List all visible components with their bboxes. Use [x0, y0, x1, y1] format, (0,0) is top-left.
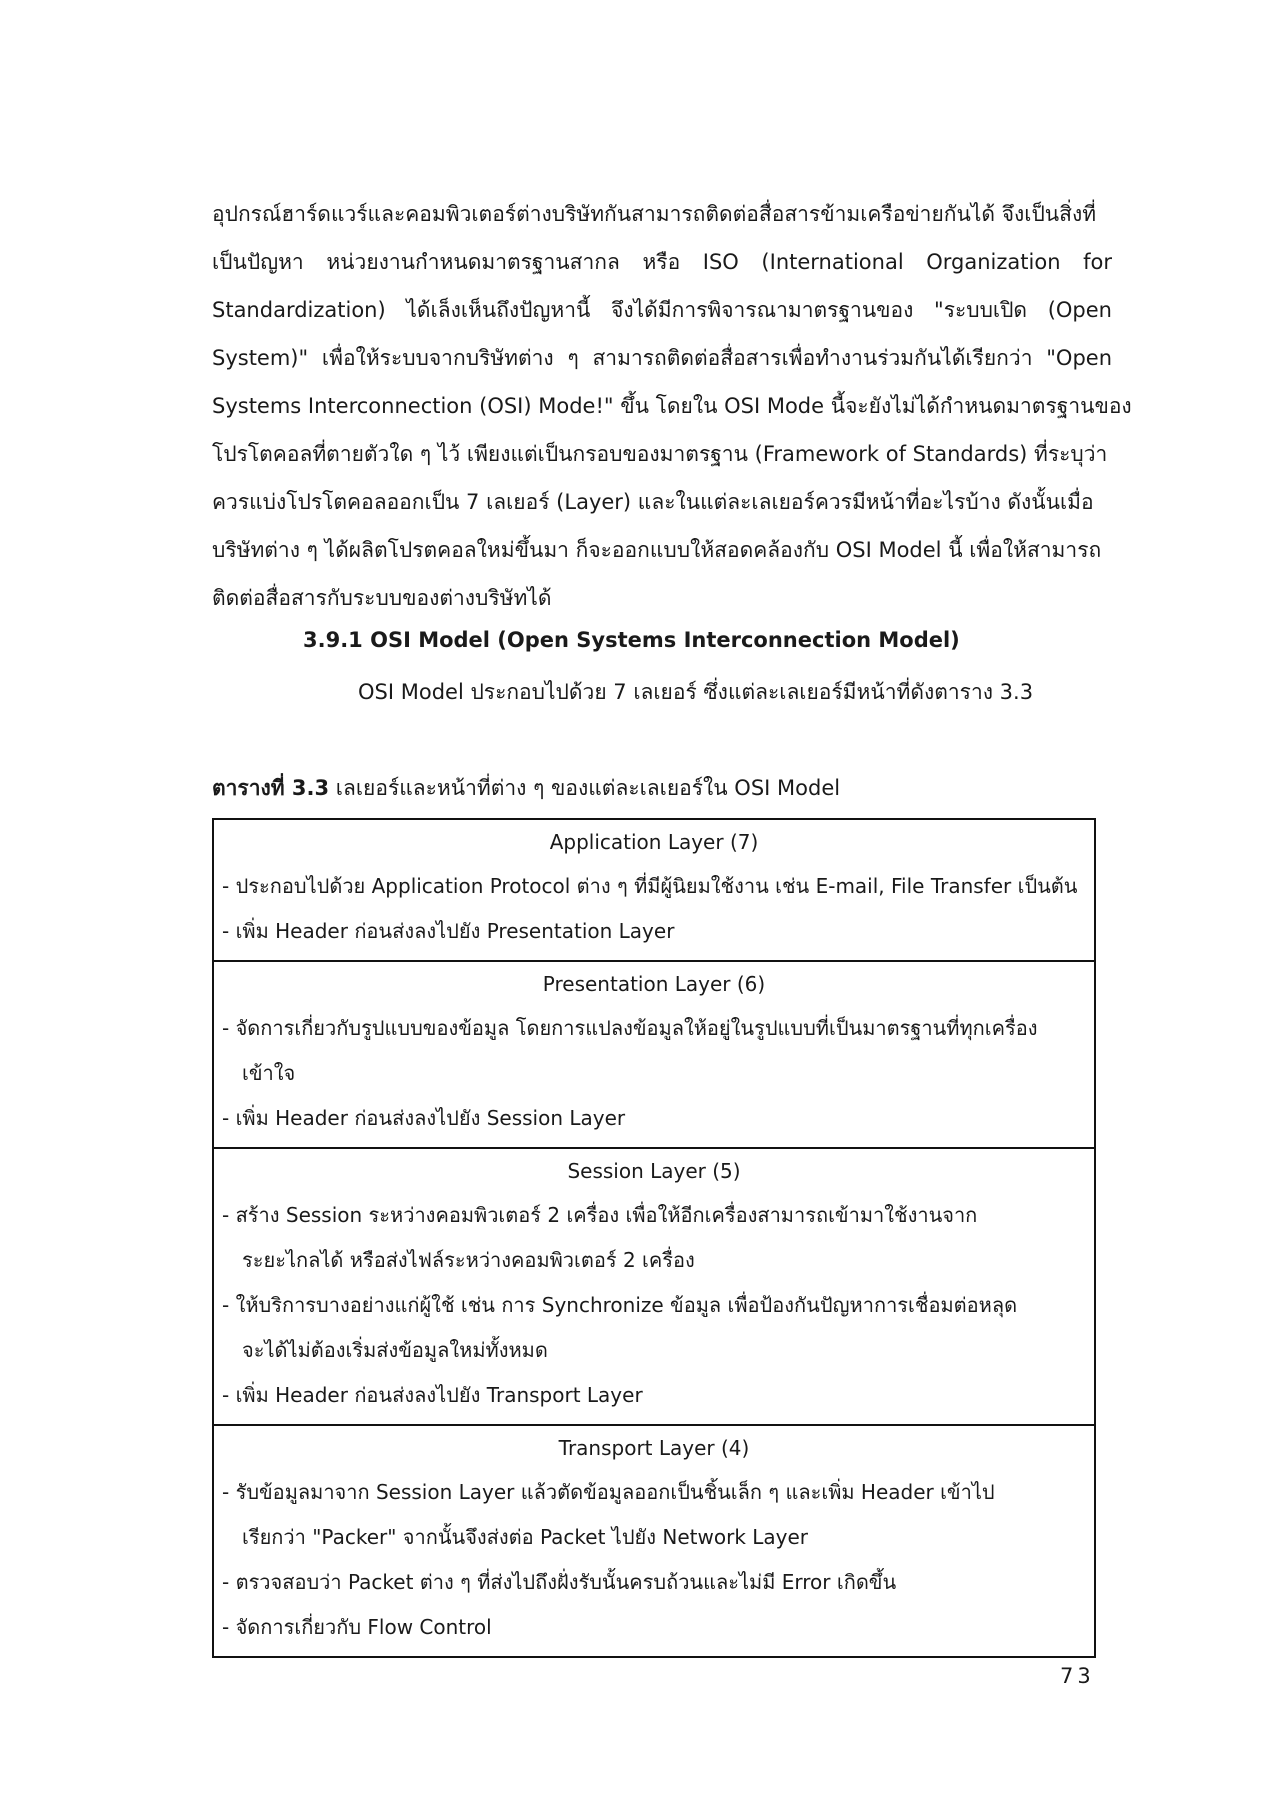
layer-item: - เพิ่ม Header ก่อนส่งลงไปยัง Transport Layer [222, 1383, 643, 1407]
layer-row-presentation [213, 961, 1095, 1148]
table-caption-text: เลเยอร์และหน้าที่ต่าง ๆ ของแต่ละเลเยอร์ใน OSI Model [329, 776, 841, 800]
section-text: OSI Model ประกอบไปด้วย 7 เลเยอร์ ซึ่งแต่ละเลเยอร์มีหน้าที่ดังตาราง 3.3 [358, 680, 1034, 704]
paragraph-line: โปรโตคอลที่ตายตัวใด ๆ ไว้ เพียงแต่เป็นกรอบของมาตรฐาน (Framework of Standards) ที่ระบุว่า [212, 442, 1108, 466]
layer-item [222, 1470, 1086, 1560]
paragraph-line: อุปกรณ์ฮาร์ดแวร์และคอมพิวเตอร์ต่างบริษัทกันสามารถติดต่อสื่อสารข้ามเครือข่ายกันได้ จึงเป็นสิ่งที่ [212, 202, 1097, 226]
paragraph-line: ติดต่อสื่อสารกับระบบของต่างบริษัทได้ [212, 586, 552, 610]
page-number: 73 [1060, 1664, 1095, 1688]
layer-title: Application Layer (7) [549, 830, 759, 854]
layer-item-continuation: เรียกว่า "Packer" จากนั้นจึงส่งต่อ Packet ไปยัง Network Layer [242, 1525, 809, 1549]
paragraph-line: Standardization) ได้เล็งเห็นถึงปัญหานี้ จึงได้มีการพิจารณามาตรฐานของ "ระบบเปิด (Open [212, 298, 1112, 322]
layer-item [222, 1006, 1086, 1096]
layer-title: Transport Layer (4) [558, 1436, 750, 1460]
layer-item-line: - ให้บริการบางอย่างแก่ผู้ใช้ เช่น การ Synchronize ข้อมูล เพื่อป้องกันปัญหาการเชื่อมต่อหลุด [222, 1293, 1018, 1317]
paragraph-line: System)" เพื่อให้ระบบจากบริษัทต่าง ๆ สามารถติดต่อสื่อสารเพื่อทำงานร่วมกันได้เรียกว่า "Open [212, 346, 1112, 370]
paragraph-line: ควรแบ่งโปรโตคอลออกเป็น 7 เลเยอร์ (Layer) และในแต่ละเลเยอร์ควรมีหน้าที่อะไรบ้าง ดังนั้นเมื่อ [212, 490, 1094, 514]
table-caption-label: ตารางที่ 3.3 [212, 776, 330, 800]
layer-cell [213, 819, 1095, 961]
intro-paragraph [212, 190, 1132, 622]
section-heading: 3.9.1 OSI Model (Open Systems Interconnection Model) [303, 628, 960, 652]
layer-item: - ประกอบไปด้วย Application Protocol ต่าง ๆ ที่มีผู้นิยมใช้งาน เช่น E-mail, File Transfer เป็นต้น [222, 874, 1078, 898]
osi-layers-table [212, 818, 1096, 1658]
layer-cell [213, 1425, 1095, 1657]
layer-cell [213, 961, 1095, 1148]
paragraph-line: Systems Interconnection (OSI) Mode!" ขึ้น โดยใน OSI Mode นี้จะยังไม่ได้กำหนดมาตรฐานของ [212, 394, 1132, 418]
paragraph-line: บริษัทต่าง ๆ ได้ผลิตโปรตคอลใหม่ขึ้นมา ก็จะออกแบบให้สอดคล้องกับ OSI Model นี้ เพื่อให้สามารถ [212, 538, 1102, 562]
layer-item: - เพิ่ม Header ก่อนส่งลงไปยัง Session Layer [222, 1106, 626, 1130]
layer-title: Presentation Layer (6) [542, 972, 766, 996]
layer-row-session [213, 1148, 1095, 1425]
layer-row-transport [213, 1425, 1095, 1657]
layer-title: Session Layer (5) [567, 1159, 741, 1183]
layer-item: - เพิ่ม Header ก่อนส่งลงไปยัง Presentation Layer [222, 919, 675, 943]
layer-item [222, 1283, 1086, 1373]
layer-item: - จัดการเกี่ยวกับ Flow Control [222, 1615, 492, 1639]
table-caption [212, 772, 840, 805]
layer-item-continuation: ระยะไกลได้ หรือส่งไฟล์ระหว่างคอมพิวเตอร์ 2 เครื่อง [242, 1248, 695, 1272]
layer-item-continuation: จะได้ไม่ต้องเริ่มส่งข้อมูลใหม่ทั้งหมด [242, 1338, 548, 1362]
layer-row-application [213, 819, 1095, 961]
paragraph-line: เป็นปัญหา หน่วยงานกำหนดมาตรฐานสากล หรือ ISO (International Organization for [212, 250, 1112, 274]
layer-item-line: - จัดการเกี่ยวกับรูปแบบของข้อมูล โดยการแปลงข้อมูลให้อยู่ในรูปแบบที่เป็นมาตรฐานที่ทุกเครื่อง [222, 1016, 1038, 1040]
layer-item-line: - รับข้อมูลมาจาก Session Layer แล้วตัดข้อมูลออกเป็นชิ้นเล็ก ๆ และเพิ่ม Header เข้าไป [222, 1480, 995, 1504]
layer-item [222, 1193, 1086, 1283]
layer-cell [213, 1148, 1095, 1425]
layer-item-line: - สร้าง Session ระหว่างคอมพิวเตอร์ 2 เครื่อง เพื่อให้อีกเครื่องสามารถเข้ามาใช้งานจาก [222, 1203, 978, 1227]
layer-item: - ตรวจสอบว่า Packet ต่าง ๆ ที่ส่งไปถึงฝั่งรับนั้นครบถ้วนและไม่มี Error เกิดขึ้น [222, 1570, 897, 1594]
layer-item-continuation: เข้าใจ [242, 1061, 296, 1085]
